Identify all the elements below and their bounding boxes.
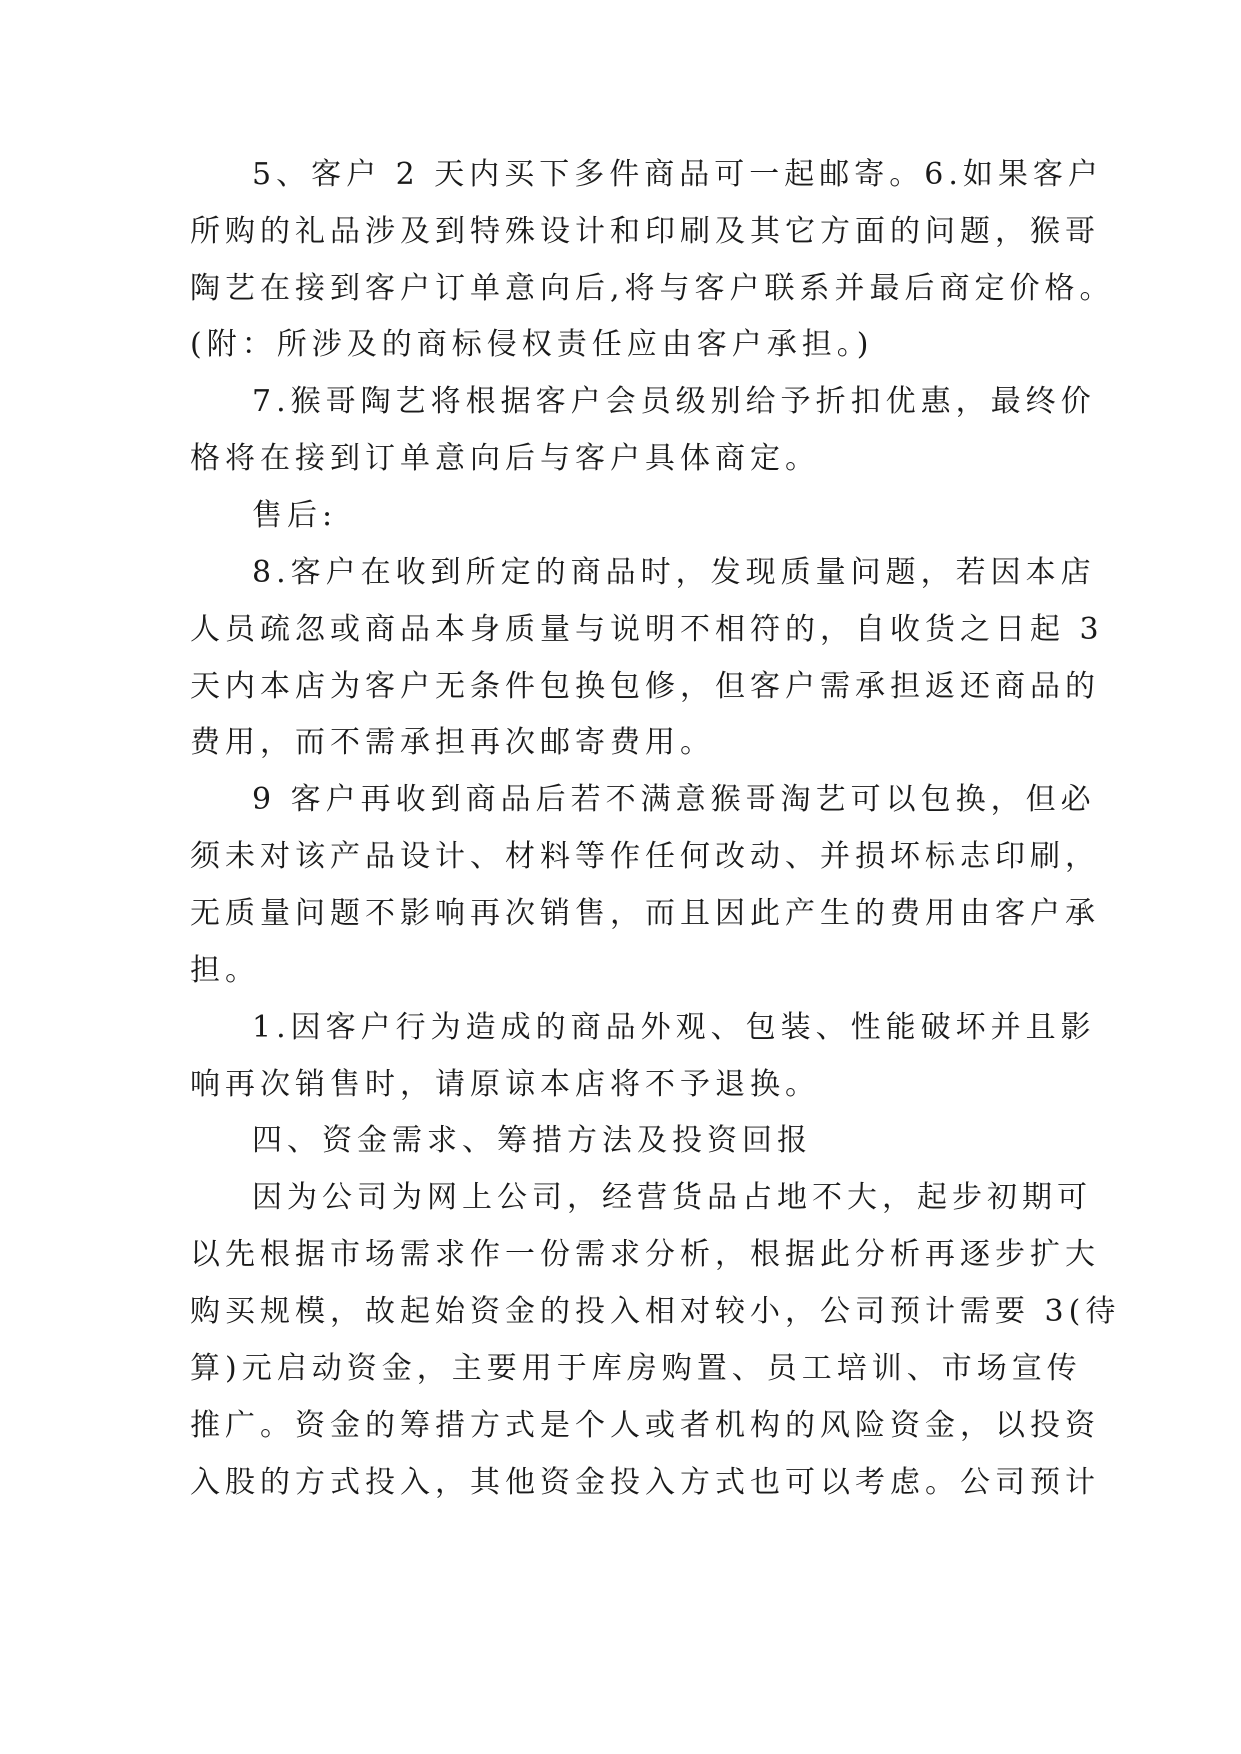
text-line: 费用，而不需承担再次邮寄费用。 xyxy=(190,725,715,760)
text-line: 担。 xyxy=(190,953,260,988)
text-line: (附：所涉及的商标侵权责任应由客户承担。) xyxy=(190,327,874,362)
text-line: 算)元启动资金，主要用于库房购置、员工培训、市场宣传 xyxy=(190,1351,1082,1386)
text-line: 无质量问题不影响再次销售，而且因此产生的费用由客户承 xyxy=(190,896,1100,931)
text-line: 8.客户在收到所定的商品时，发现质量问题，若因本店 xyxy=(252,555,1096,590)
text-line: 陶艺在接到客户订单意向后,将与客户联系并最后商定价格。 xyxy=(190,271,1115,306)
text-line: 7.猴哥陶艺将根据客户会员级别给予折扣优惠，最终价 xyxy=(252,384,1096,419)
section-heading: 四、资金需求、筹措方法及投资回报 xyxy=(252,1123,812,1158)
text-line: 购买规模，故起始资金的投入相对较小，公司预计需要 3(待 xyxy=(190,1294,1121,1329)
text-line: 因为公司为网上公司，经营货品占地不大，起步初期可 xyxy=(252,1180,1092,1215)
text-line: 入股的方式投入，其他资金投入方式也可以考虑。公司预计 xyxy=(190,1465,1100,1500)
text-line: 1.因客户行为造成的商品外观、包装、性能破坏并且影 xyxy=(252,1010,1096,1045)
text-line: 5、客户 2 天内买下多件商品可一起邮寄。6.如果客户 xyxy=(252,157,1103,192)
text-line: 所购的礼品涉及到特殊设计和印刷及其它方面的问题，猴哥 xyxy=(190,214,1100,249)
text-line: 9 客户再收到商品后若不满意猴哥淘艺可以包换，但必 xyxy=(252,782,1096,817)
text-line: 以先根据市场需求作一份需求分析，根据此分析再逐步扩大 xyxy=(190,1237,1100,1272)
text-line: 人员疏忽或商品本身质量与说明不相符的，自收货之日起 3 xyxy=(190,612,1104,647)
text-line: 格将在接到订单意向后与客户具体商定。 xyxy=(190,441,820,476)
text-line: 推广。资金的筹措方式是个人或者机构的风险资金，以投资 xyxy=(190,1408,1100,1443)
section-heading: 售后: xyxy=(252,498,338,533)
text-line: 响再次销售时，请原谅本店将不予退换。 xyxy=(190,1067,820,1102)
text-line: 须未对该产品设计、材料等作任何改动、并损坏标志印刷， xyxy=(190,839,1100,874)
text-line: 天内本店为客户无条件包换包修，但客户需承担返还商品的 xyxy=(190,669,1100,704)
